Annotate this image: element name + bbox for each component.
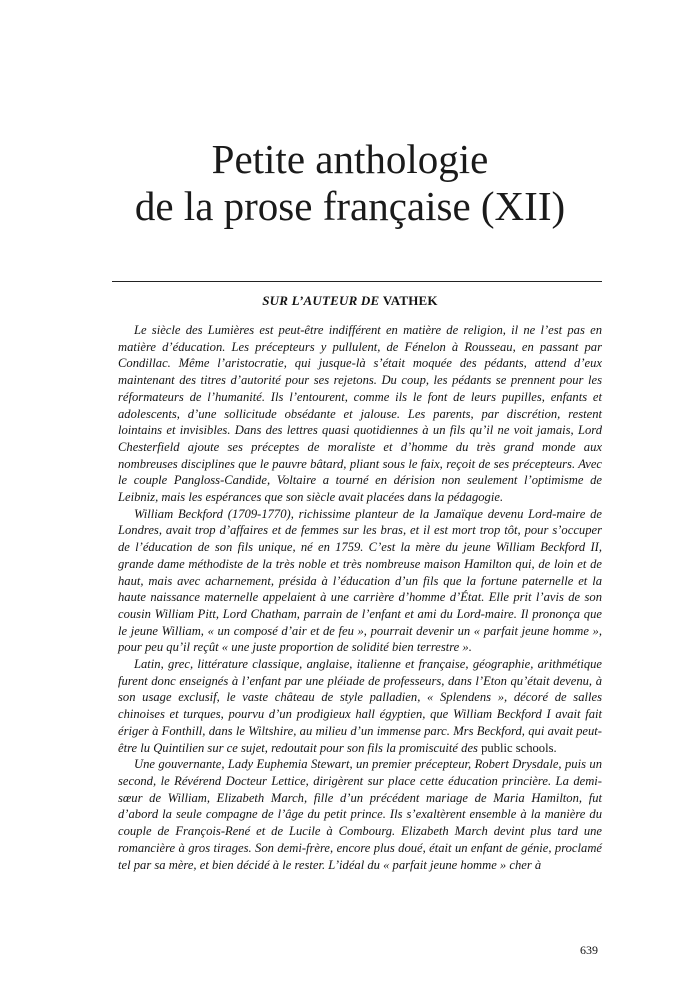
paragraph-4: Une gouvernante, Lady Euphemia Stewart, un premier précepteur, Robert Drysdale, puis un second, le Révérend Docteur Lettice, dirigèrent sur place cette éducation princière. La demi-sœur de William, Elizabeth March, fille d’un précédent mariage de Maria Hamilton, fut d’abord la seule compagne de l’âge du petit prince. Ils s’exaltèrent ensemble à la manière du couple de François-René et de Lucile à Combourg. Elizabeth March devint plus tard une romancière à gros tirages. Son demi-frère, encore plus doué, était un enfant de génie, proclamé tel par sa mère, et bien décidé à le rester. L’idéal du « parfait jeune homme » cher à (118, 757, 602, 872)
page-number: 639 (580, 943, 598, 957)
paragraph-3 (118, 656, 602, 756)
section-heading-book-title: VATHEK (382, 293, 438, 308)
title-line-2: de la prose française (XII) (134, 183, 566, 229)
paragraph-3-upright-tail: public schools. (481, 740, 557, 755)
paragraph-1: Le siècle des Lumières est peut-être indifférent en matière de religion, il ne l’est pas en matière d’éducation. Les précepteurs y pullulent, de Fénelon à Rousseau, en passant par Condillac. Même l’aristocratie, qui jusque-là s’était moquée des pédants, attend d’eux maintenant des titres d’autorité pour ses rejetons. Du coup, les pédants se prennent pour les réformateurs de l’humanité. Ils l’entourent, comme ils le font de leurs pupilles, enfants et adolescents, d’une sollicitude obsédante et jalouse. Les parents, par discrétion, restent lointains et invisibles. Dans des lettres quasi quotidiennes à un fils qu’il ne voit jamais, Lord Chesterfield ajoute ses préceptes de moraliste et d’homme du très grand monde aux nombreuses disciplines que le pauvre bâtard, pliant sous le faix, reçoit de ses précepteurs. Avec le couple Pangloss-Candide, Voltaire a tourné en dérision non seulement l’optimisme de Leibniz, mais les espérances que son siècle avait placées dans la pédagogie. (118, 323, 602, 505)
title-line-1: Petite anthologie (211, 136, 489, 182)
page-title (0, 136, 700, 230)
paragraph-3-text: Latin, grec, littérature classique, anglaise, italienne et française, géographie, arithmétique furent donc enseignés à l’enfant par une pléiade de professeurs, dans l’Eton qu’était devenu, à son usage exclusif, le vaste château de style palladien, « Splendens », décoré de salles chinoises et turques, pourvu d’un prodigieux hall égyptien, que William Beckford I avait fait ériger à Fonthill, dans le Wiltshire, au milieu d’un immense parc. Mrs Beckford, qui avait peut-être lu Quintilien sur ce sujet, redoutait pour son fils la promiscuité des (118, 657, 602, 755)
title-divider (112, 281, 602, 282)
article-body (118, 322, 602, 873)
section-heading (0, 293, 700, 309)
paragraph-2: William Beckford (1709-1770), richissime planteur de la Jamaïque devenu Lord-maire de Londres, avait trop d’affaires et de femmes sur les bras, et il est mort trop tôt, pour s’occuper de l’éducation de son fils unique, né en 1759. C’est la mère du jeune William Beckford II, grande dame méthodiste de la très noble et très nombreuse maison Hamilton qui, de loin et de haut, mais avec acharnement, présida à l’éducation d’un fils que la fortune paternelle et la haute naissance maternelle appelaient à une carrière d’homme d’État. Elle prit l’avis de son cousin William Pitt, Lord Chatham, parrain de l’enfant et ami du Lord-maire. Il prononça que le jeune William, « un composé d’air et de feu », pourrait devenir un « parfait jeune homme », pour peu qu’il reçût « une juste proportion de solidité bien terrestre ». (118, 506, 602, 655)
section-heading-italic: SUR L’AUTEUR DE (262, 293, 383, 308)
